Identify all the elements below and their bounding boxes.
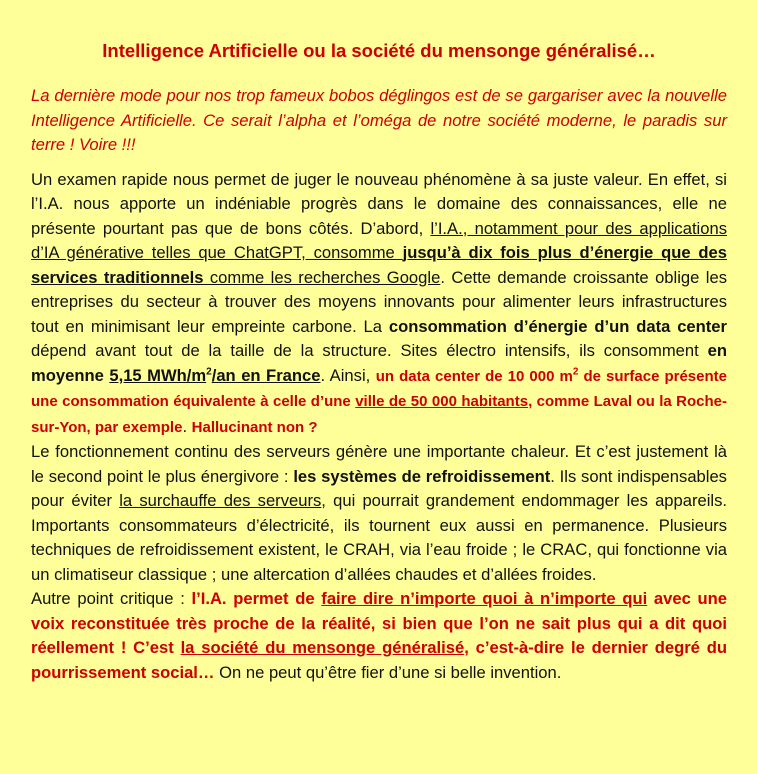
page-title: Intelligence Artificielle ou la société du mensonge généralisé… [102,40,656,61]
paragraph-energy: Un examen rapide nous permet de juger le nouveau phénomène à sa juste valeur. En effet, si l’I.A. nous apporte un indéniable progrès dans le domaine des connaissances, elle ne présente pourtant pas que de bons côtés. D’abord, l’I.A., notamment pour des applications d’IA générative telles que ChatGPT, consomme jusqu’à dix fois plus d’énergie que des services traditionnels comme les recherches Google. Cette demande croissante oblige les entreprises du secteur à trouver des moyens innovants pour alimenter leurs infrastructures tout en minimisant leur empreinte carbone. La consommation d’énergie d’un data center dépend avant tout de la taille de la structure. Sites électro intensifs, ils consomment en moyenne 5,15 MWh/$m^2/an$ en France. Ainsi, un data center de 10 000 $m^2$ de surface présente une consommation équivalente à celle d’une ville de 50 000 habitants, comme Laval ou la Roche-sur-Yon, par exemple. Hallucinant non ? [31,169,728,436]
paragraph-cooling: Le fonctionnement continu des serveurs génère une importante chaleur. Et c’est justement là le second point le plus énergivore : les systèmes de refroidissement. Ils sont indispensables pour éviter la surchauffe des serveurs, qui pourrait grandement endommager les appareils. Importants consommateurs d’électricité, ils tournent eux aussi en permanence. Plusieurs techniques de refroidissement existent, le CRAH, via l’eau froide ; le CRAC, qui fonctionne via un climatiseur classique ; une altercation d’allées chaudes et d’allées froides. [31,442,728,584]
intro-paragraph: La dernière mode pour nos trop fameux bobos déglingos est de se gargariser avec la nouvelle Intelligence Artificielle. Ce serait l’alpha et l’oméga de notre société moderne, le paradis sur terre ! Voire !!! [31,86,727,154]
article-body [31,168,727,686]
paragraph-lies: Autre point critique : l’I.A. permet de faire dire n’importe quoi à n’importe qui avec une voix reconstituée très proche de la réalité, si bien que l’on ne sait plus qui a dit quoi réellement ! C’est la société du mensonge généralisé, c’est-à-dire le dernier degré du pourrissement social… On ne peut qu’être fier d’une si belle invention. [31,589,728,682]
